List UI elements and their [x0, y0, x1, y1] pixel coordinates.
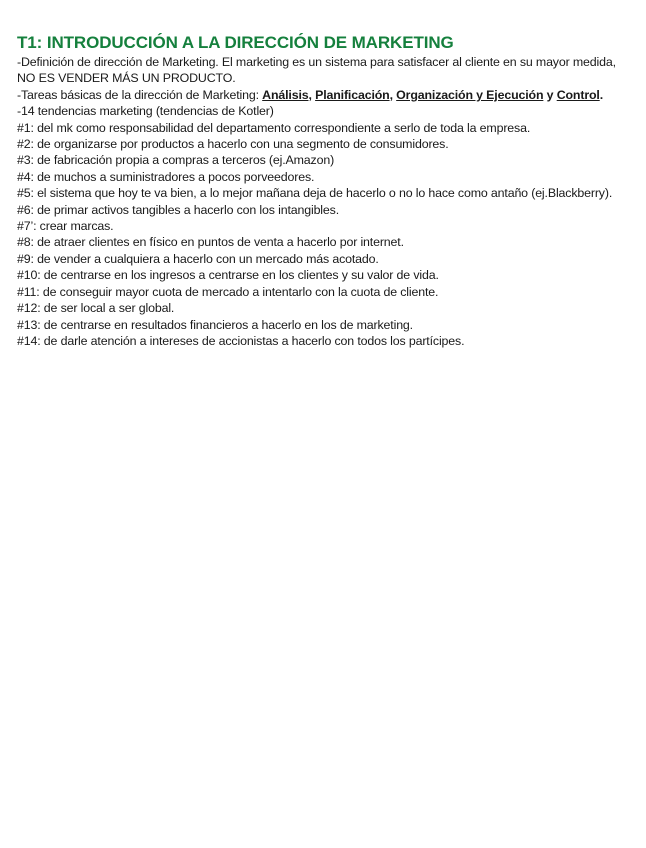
trend-item: #14: de darle atención a intereses de accionistas a hacerlo con todos los partícipes. [17, 333, 465, 348]
trend-item: #2: de organizarse por productos a hacerlo con una segmento de consumidores. [17, 137, 449, 152]
trend-item: #9: de vender a cualquiera a hacerlo con un mercado más acotado. [17, 251, 379, 266]
trend-item: #11: de conseguir mayor cuota de mercado a intentarlo con la cuota de cliente. [17, 284, 439, 299]
trend-item: #6: de primar activos tangibles a hacerlo con los intangibles. [17, 202, 339, 217]
trend-item: #7’: crear marcas. [17, 219, 114, 234]
trend-item: #1: del mk como responsabilidad del departamento correspondiente a serlo de toda la empresa. [17, 120, 531, 135]
task-control: Control [556, 87, 600, 102]
tasks-paragraph [17, 87, 637, 103]
trends-intro: -14 tendencias marketing (tendencias de Kotler) [17, 104, 274, 119]
task-planificacion: Planificación [315, 87, 390, 102]
task-analisis: Análisis [262, 87, 309, 102]
task-separator: , [389, 87, 397, 102]
trend-item: #12: de ser local a ser global. [17, 301, 175, 316]
trend-item: #10: de centrarse en los ingresos a centrarse en los clientes y su valor de vida. [17, 268, 439, 283]
task-organizacion-ejecucion: Organización y Ejecución [396, 87, 544, 102]
task-end: . [599, 87, 603, 102]
trends-list [17, 120, 637, 350]
tasks-prefix: -Tareas básicas de la dirección de Marketing: [17, 87, 263, 102]
trend-item: #8: de atraer clientes en físico en puntos de venta a hacerlo por internet. [17, 235, 404, 250]
trend-item: #5: el sistema que hoy te va bien, a lo mejor mañana deja de hacerlo o no lo hace como antaño (ej.Blackberry). [17, 186, 613, 201]
document-page [17, 33, 637, 349]
task-separator: y [543, 87, 557, 102]
trend-item: #13: de centrarse en resultados financieros a hacerlo en los de marketing. [17, 317, 413, 332]
document-title: T1: INTRODUCCIÓN A LA DIRECCIÓN DE MARKETING [17, 33, 454, 52]
trend-item: #4: de muchos a suministradores a pocos porveedores. [17, 169, 315, 184]
task-separator: , [308, 87, 316, 102]
trend-item: #3: de fabricación propia a compras a terceros (ej.Amazon) [17, 153, 335, 168]
definition-paragraph: -Definición de dirección de Marketing. El marketing es un sistema para satisfacer al cliente en su mayor medida, NO ES VENDER MÁS UN PRODUCTO. [17, 55, 616, 86]
